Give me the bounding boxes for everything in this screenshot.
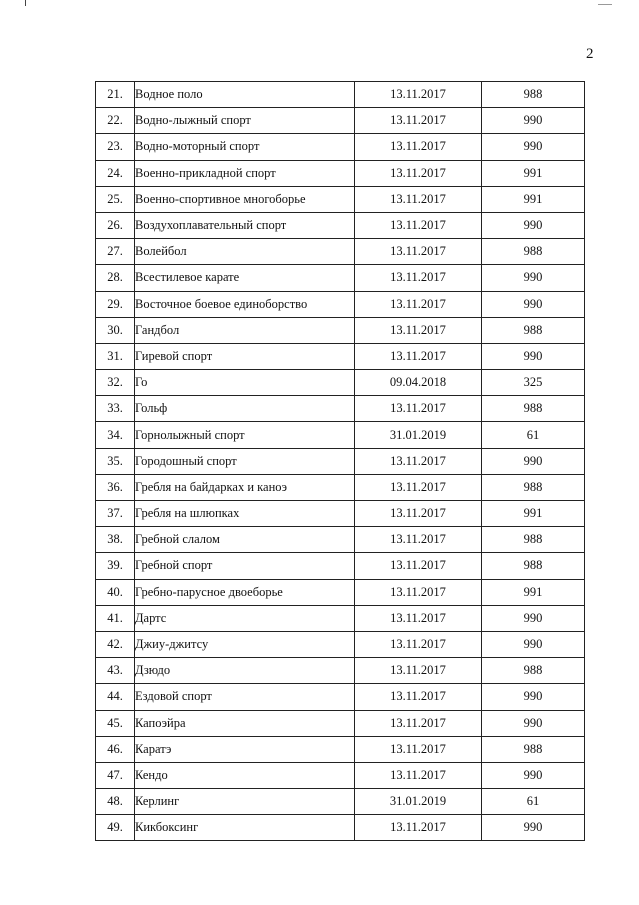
row-number-cell: 31. (96, 343, 135, 369)
table-row (96, 370, 585, 396)
date-cell: 13.11.2017 (355, 527, 482, 553)
order-number-cell: 990 (482, 605, 585, 631)
sport-name-cell: Водно-моторный спорт (135, 134, 355, 160)
date-cell: 13.11.2017 (355, 710, 482, 736)
order-number-cell: 990 (482, 684, 585, 710)
date-cell: 13.11.2017 (355, 239, 482, 265)
table-row (96, 186, 585, 212)
date-cell: 13.11.2017 (355, 212, 482, 238)
order-number-cell: 988 (482, 396, 585, 422)
sport-name-cell: Гольф (135, 396, 355, 422)
table-row (96, 108, 585, 134)
table-row (96, 579, 585, 605)
table-row (96, 474, 585, 500)
date-cell: 13.11.2017 (355, 160, 482, 186)
row-number-cell: 34. (96, 422, 135, 448)
table-row (96, 736, 585, 762)
table-row (96, 710, 585, 736)
date-cell: 13.11.2017 (355, 631, 482, 657)
sport-name-cell: Водное поло (135, 82, 355, 108)
date-cell: 13.11.2017 (355, 736, 482, 762)
row-number-cell: 32. (96, 370, 135, 396)
sport-name-cell: Восточное боевое единоборство (135, 291, 355, 317)
row-number-cell: 48. (96, 789, 135, 815)
row-number-cell: 49. (96, 815, 135, 841)
sport-name-cell: Гребля на шлюпках (135, 501, 355, 527)
row-number-cell: 40. (96, 579, 135, 605)
row-number-cell: 29. (96, 291, 135, 317)
order-number-cell: 990 (482, 108, 585, 134)
table-row (96, 422, 585, 448)
row-number-cell: 22. (96, 108, 135, 134)
order-number-cell: 991 (482, 186, 585, 212)
table-row (96, 291, 585, 317)
order-number-cell: 988 (482, 553, 585, 579)
row-number-cell: 21. (96, 82, 135, 108)
order-number-cell: 988 (482, 317, 585, 343)
row-number-cell: 47. (96, 762, 135, 788)
date-cell: 31.01.2019 (355, 789, 482, 815)
date-cell: 13.11.2017 (355, 186, 482, 212)
sport-name-cell: Гребля на байдарках и каноэ (135, 474, 355, 500)
table-row (96, 448, 585, 474)
page-number: 2 (586, 46, 594, 62)
order-number-cell: 991 (482, 160, 585, 186)
row-number-cell: 28. (96, 265, 135, 291)
table-row (96, 553, 585, 579)
sport-name-cell: Кендо (135, 762, 355, 788)
row-number-cell: 37. (96, 501, 135, 527)
sport-name-cell: Гиревой спорт (135, 343, 355, 369)
sport-name-cell: Водно-лыжный спорт (135, 108, 355, 134)
row-number-cell: 44. (96, 684, 135, 710)
date-cell: 13.11.2017 (355, 815, 482, 841)
date-cell: 13.11.2017 (355, 579, 482, 605)
table-row (96, 658, 585, 684)
date-cell: 13.11.2017 (355, 396, 482, 422)
sport-name-cell: Городошный спорт (135, 448, 355, 474)
order-number-cell: 61 (482, 789, 585, 815)
row-number-cell: 46. (96, 736, 135, 762)
row-number-cell: 25. (96, 186, 135, 212)
order-number-cell: 990 (482, 134, 585, 160)
date-cell: 13.11.2017 (355, 658, 482, 684)
row-number-cell: 36. (96, 474, 135, 500)
sport-name-cell: Военно-спортивное многоборье (135, 186, 355, 212)
row-number-cell: 39. (96, 553, 135, 579)
table-row (96, 343, 585, 369)
date-cell: 13.11.2017 (355, 317, 482, 343)
order-number-cell: 990 (482, 815, 585, 841)
order-number-cell: 991 (482, 501, 585, 527)
sport-name-cell: Гребно-парусное двоеборье (135, 579, 355, 605)
sport-name-cell: Военно-прикладной спорт (135, 160, 355, 186)
row-number-cell: 43. (96, 658, 135, 684)
order-number-cell: 990 (482, 448, 585, 474)
order-number-cell: 988 (482, 736, 585, 762)
sport-name-cell: Гандбол (135, 317, 355, 343)
date-cell: 31.01.2019 (355, 422, 482, 448)
date-cell: 13.11.2017 (355, 134, 482, 160)
sport-name-cell: Гребной спорт (135, 553, 355, 579)
sport-name-cell: Воздухоплавательный спорт (135, 212, 355, 238)
table-row (96, 82, 585, 108)
table-row (96, 527, 585, 553)
date-cell: 13.11.2017 (355, 605, 482, 631)
sport-name-cell: Джиу-джитсу (135, 631, 355, 657)
table-row (96, 134, 585, 160)
date-cell: 13.11.2017 (355, 82, 482, 108)
date-cell: 13.11.2017 (355, 501, 482, 527)
date-cell: 13.11.2017 (355, 684, 482, 710)
table-row (96, 501, 585, 527)
row-number-cell: 30. (96, 317, 135, 343)
scan-edge-mark (598, 0, 612, 5)
date-cell: 13.11.2017 (355, 474, 482, 500)
table-body (96, 82, 585, 841)
table-row (96, 631, 585, 657)
sport-name-cell: Всестилевое карате (135, 265, 355, 291)
row-number-cell: 26. (96, 212, 135, 238)
sport-name-cell: Каратэ (135, 736, 355, 762)
row-number-cell: 24. (96, 160, 135, 186)
order-number-cell: 988 (482, 658, 585, 684)
order-number-cell: 991 (482, 579, 585, 605)
order-number-cell: 990 (482, 212, 585, 238)
date-cell: 13.11.2017 (355, 553, 482, 579)
sport-name-cell: Гребной слалом (135, 527, 355, 553)
table-row (96, 605, 585, 631)
row-number-cell: 23. (96, 134, 135, 160)
scan-edge-mark (25, 0, 26, 6)
table-row (96, 396, 585, 422)
order-number-cell: 988 (482, 527, 585, 553)
date-cell: 13.11.2017 (355, 108, 482, 134)
sports-registry-table (95, 81, 585, 841)
row-number-cell: 38. (96, 527, 135, 553)
order-number-cell: 325 (482, 370, 585, 396)
table-row (96, 317, 585, 343)
table-row (96, 160, 585, 186)
date-cell: 13.11.2017 (355, 448, 482, 474)
table-row (96, 684, 585, 710)
date-cell: 09.04.2018 (355, 370, 482, 396)
order-number-cell: 61 (482, 422, 585, 448)
sport-name-cell: Капоэйра (135, 710, 355, 736)
sport-name-cell: Дзюдо (135, 658, 355, 684)
sport-name-cell: Го (135, 370, 355, 396)
order-number-cell: 990 (482, 762, 585, 788)
order-number-cell: 990 (482, 343, 585, 369)
table-row (96, 239, 585, 265)
row-number-cell: 42. (96, 631, 135, 657)
table-row (96, 762, 585, 788)
row-number-cell: 33. (96, 396, 135, 422)
date-cell: 13.11.2017 (355, 265, 482, 291)
table-row (96, 212, 585, 238)
date-cell: 13.11.2017 (355, 291, 482, 317)
table-row (96, 789, 585, 815)
order-number-cell: 988 (482, 474, 585, 500)
order-number-cell: 990 (482, 291, 585, 317)
order-number-cell: 990 (482, 710, 585, 736)
order-number-cell: 990 (482, 631, 585, 657)
row-number-cell: 41. (96, 605, 135, 631)
table-row (96, 815, 585, 841)
row-number-cell: 35. (96, 448, 135, 474)
order-number-cell: 990 (482, 265, 585, 291)
sport-name-cell: Дартс (135, 605, 355, 631)
sport-name-cell: Волейбол (135, 239, 355, 265)
date-cell: 13.11.2017 (355, 762, 482, 788)
sport-name-cell: Керлинг (135, 789, 355, 815)
row-number-cell: 45. (96, 710, 135, 736)
sport-name-cell: Горнолыжный спорт (135, 422, 355, 448)
order-number-cell: 988 (482, 82, 585, 108)
date-cell: 13.11.2017 (355, 343, 482, 369)
sport-name-cell: Ездовой спорт (135, 684, 355, 710)
sport-name-cell: Кикбоксинг (135, 815, 355, 841)
order-number-cell: 988 (482, 239, 585, 265)
row-number-cell: 27. (96, 239, 135, 265)
table-row (96, 265, 585, 291)
